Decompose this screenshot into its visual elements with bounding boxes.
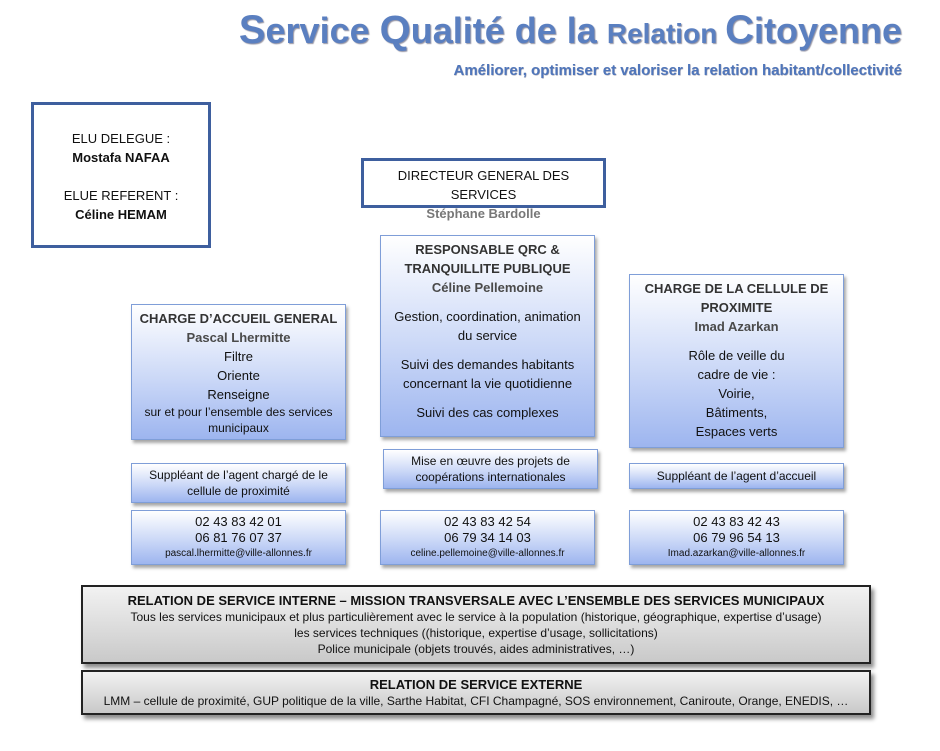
proximite-role4: Bâtiments,	[705, 405, 768, 420]
elue-referent-name: Céline HEMAM	[75, 207, 167, 222]
responsable-mission1-line2: du service	[457, 328, 518, 343]
dgs-box	[361, 158, 606, 221]
dgs-name: Stéphane Bardolle	[426, 206, 541, 221]
responsable-cooperation-line1: Mise en œuvre des projets de	[411, 454, 570, 468]
responsable-cooperation-box	[383, 449, 598, 489]
relation-interne-title: RELATION DE SERVICE INTERNE – MISSION TRANSVERSALE AVEC L’ENSEMBLE DES SERVICES MUNICIPAUX	[127, 593, 825, 608]
proximite-suppleant: Suppléant de l’agent d’accueil	[656, 469, 817, 483]
elus-box	[31, 102, 211, 248]
relation-interne-line2: les services techniques ((historique, expertise d’usage, sollicitations)	[294, 626, 658, 640]
accueil-suppleant-box	[131, 463, 346, 503]
responsable-mission1-line1: Gestion, coordination, animation	[394, 309, 581, 324]
accueil-name: Pascal Lhermitte	[186, 330, 291, 345]
cellule-proximite-box	[629, 274, 844, 448]
responsable-mission2-line1: Suivi des demandes habitants	[400, 357, 575, 372]
accueil-title: CHARGE D’ACCUEIL GENERAL	[139, 311, 338, 326]
accueil-phone2: 06 81 76 07 37	[195, 530, 282, 545]
proximite-contact-box	[629, 510, 844, 565]
responsable-phone2: 06 79 34 14 03	[444, 530, 531, 545]
responsable-name: Céline Pellemoine	[431, 280, 544, 295]
accueil-suppleant-line1: Suppléant de l’agent chargé de le	[149, 468, 328, 482]
elu-delegue-label: ELU DELEGUE :	[71, 131, 171, 146]
responsable-title-line2: TRANQUILLITE PUBLIQUE	[404, 261, 571, 276]
proximite-role2: cadre de vie :	[697, 367, 776, 382]
responsable-mission2-line2: concernant la vie quotidienne	[402, 376, 573, 391]
proximite-role3: Voirie,	[718, 386, 755, 401]
proximite-role1: Rôle de veille du	[688, 348, 785, 363]
responsable-phone1: 02 43 83 42 54	[444, 514, 531, 529]
elue-referent-label: ELUE REFERENT :	[63, 188, 179, 203]
relation-interne-line1: Tous les services municipaux et plus particulièrement avec le service à la population (historique, géographique, expertise d’usage)	[130, 610, 822, 624]
proximite-phone1: 02 43 83 42 43	[693, 514, 780, 529]
proximite-role5: Espaces verts	[695, 424, 778, 439]
proximite-email: Imad.azarkan@ville-allonnes.fr	[667, 548, 806, 559]
page-title: Service Qualité de la Relation Citoyenne	[238, 8, 902, 52]
page-subtitle: Améliorer, optimiser et valoriser la relation habitant/collectivité	[453, 62, 902, 79]
relation-externe-title: RELATION DE SERVICE EXTERNE	[369, 677, 583, 692]
accueil-suppleant-line2: cellule de proximité	[187, 484, 290, 498]
accueil-role-line1: sur et pour l’ensemble des services	[144, 405, 333, 419]
responsable-email: celine.pellemoine@ville-allonnes.fr	[410, 548, 565, 559]
relation-externe-box	[81, 670, 871, 715]
proximite-title-line2: PROXIMITE	[700, 300, 773, 315]
accueil-email: pascal.lhermitte@ville-allonnes.fr	[165, 548, 312, 559]
accueil-role-filtre: Filtre	[224, 349, 253, 364]
proximite-suppleant-box	[629, 463, 844, 489]
accueil-role-line2: municipaux	[208, 421, 269, 435]
accueil-contact-box	[131, 510, 346, 565]
responsable-qrc-box	[380, 235, 595, 437]
relation-interne-line3: Police municipale (objets trouvés, aides administratives, …)	[317, 642, 635, 656]
accueil-role-oriente: Oriente	[217, 368, 260, 383]
accueil-phone1: 02 43 83 42 01	[195, 514, 282, 529]
proximite-title-line1: CHARGE DE LA CELLULE DE	[644, 281, 829, 296]
charge-accueil-box	[131, 304, 346, 440]
relation-interne-box	[81, 585, 871, 664]
responsable-cooperation-line2: coopérations internationales	[415, 470, 566, 484]
responsable-title-line1: RESPONSABLE QRC &	[415, 242, 560, 257]
dgs-title: DIRECTEUR GENERAL DES SERVICES	[397, 168, 570, 202]
elu-delegue-name: Mostafa NAFAA	[72, 150, 170, 165]
responsable-mission3: Suivi des cas complexes	[416, 405, 559, 420]
responsable-contact-box	[380, 510, 595, 565]
proximite-name: Imad Azarkan	[694, 319, 779, 334]
accueil-role-renseigne: Renseigne	[207, 387, 270, 402]
relation-externe-line1: LMM – cellule de proximité, GUP politique de la ville, Sarthe Habitat, CFI Champagné, SOS environnement, Caniroute, Orange, ENEDIS, …	[103, 694, 849, 708]
proximite-phone2: 06 79 96 54 13	[693, 530, 780, 545]
